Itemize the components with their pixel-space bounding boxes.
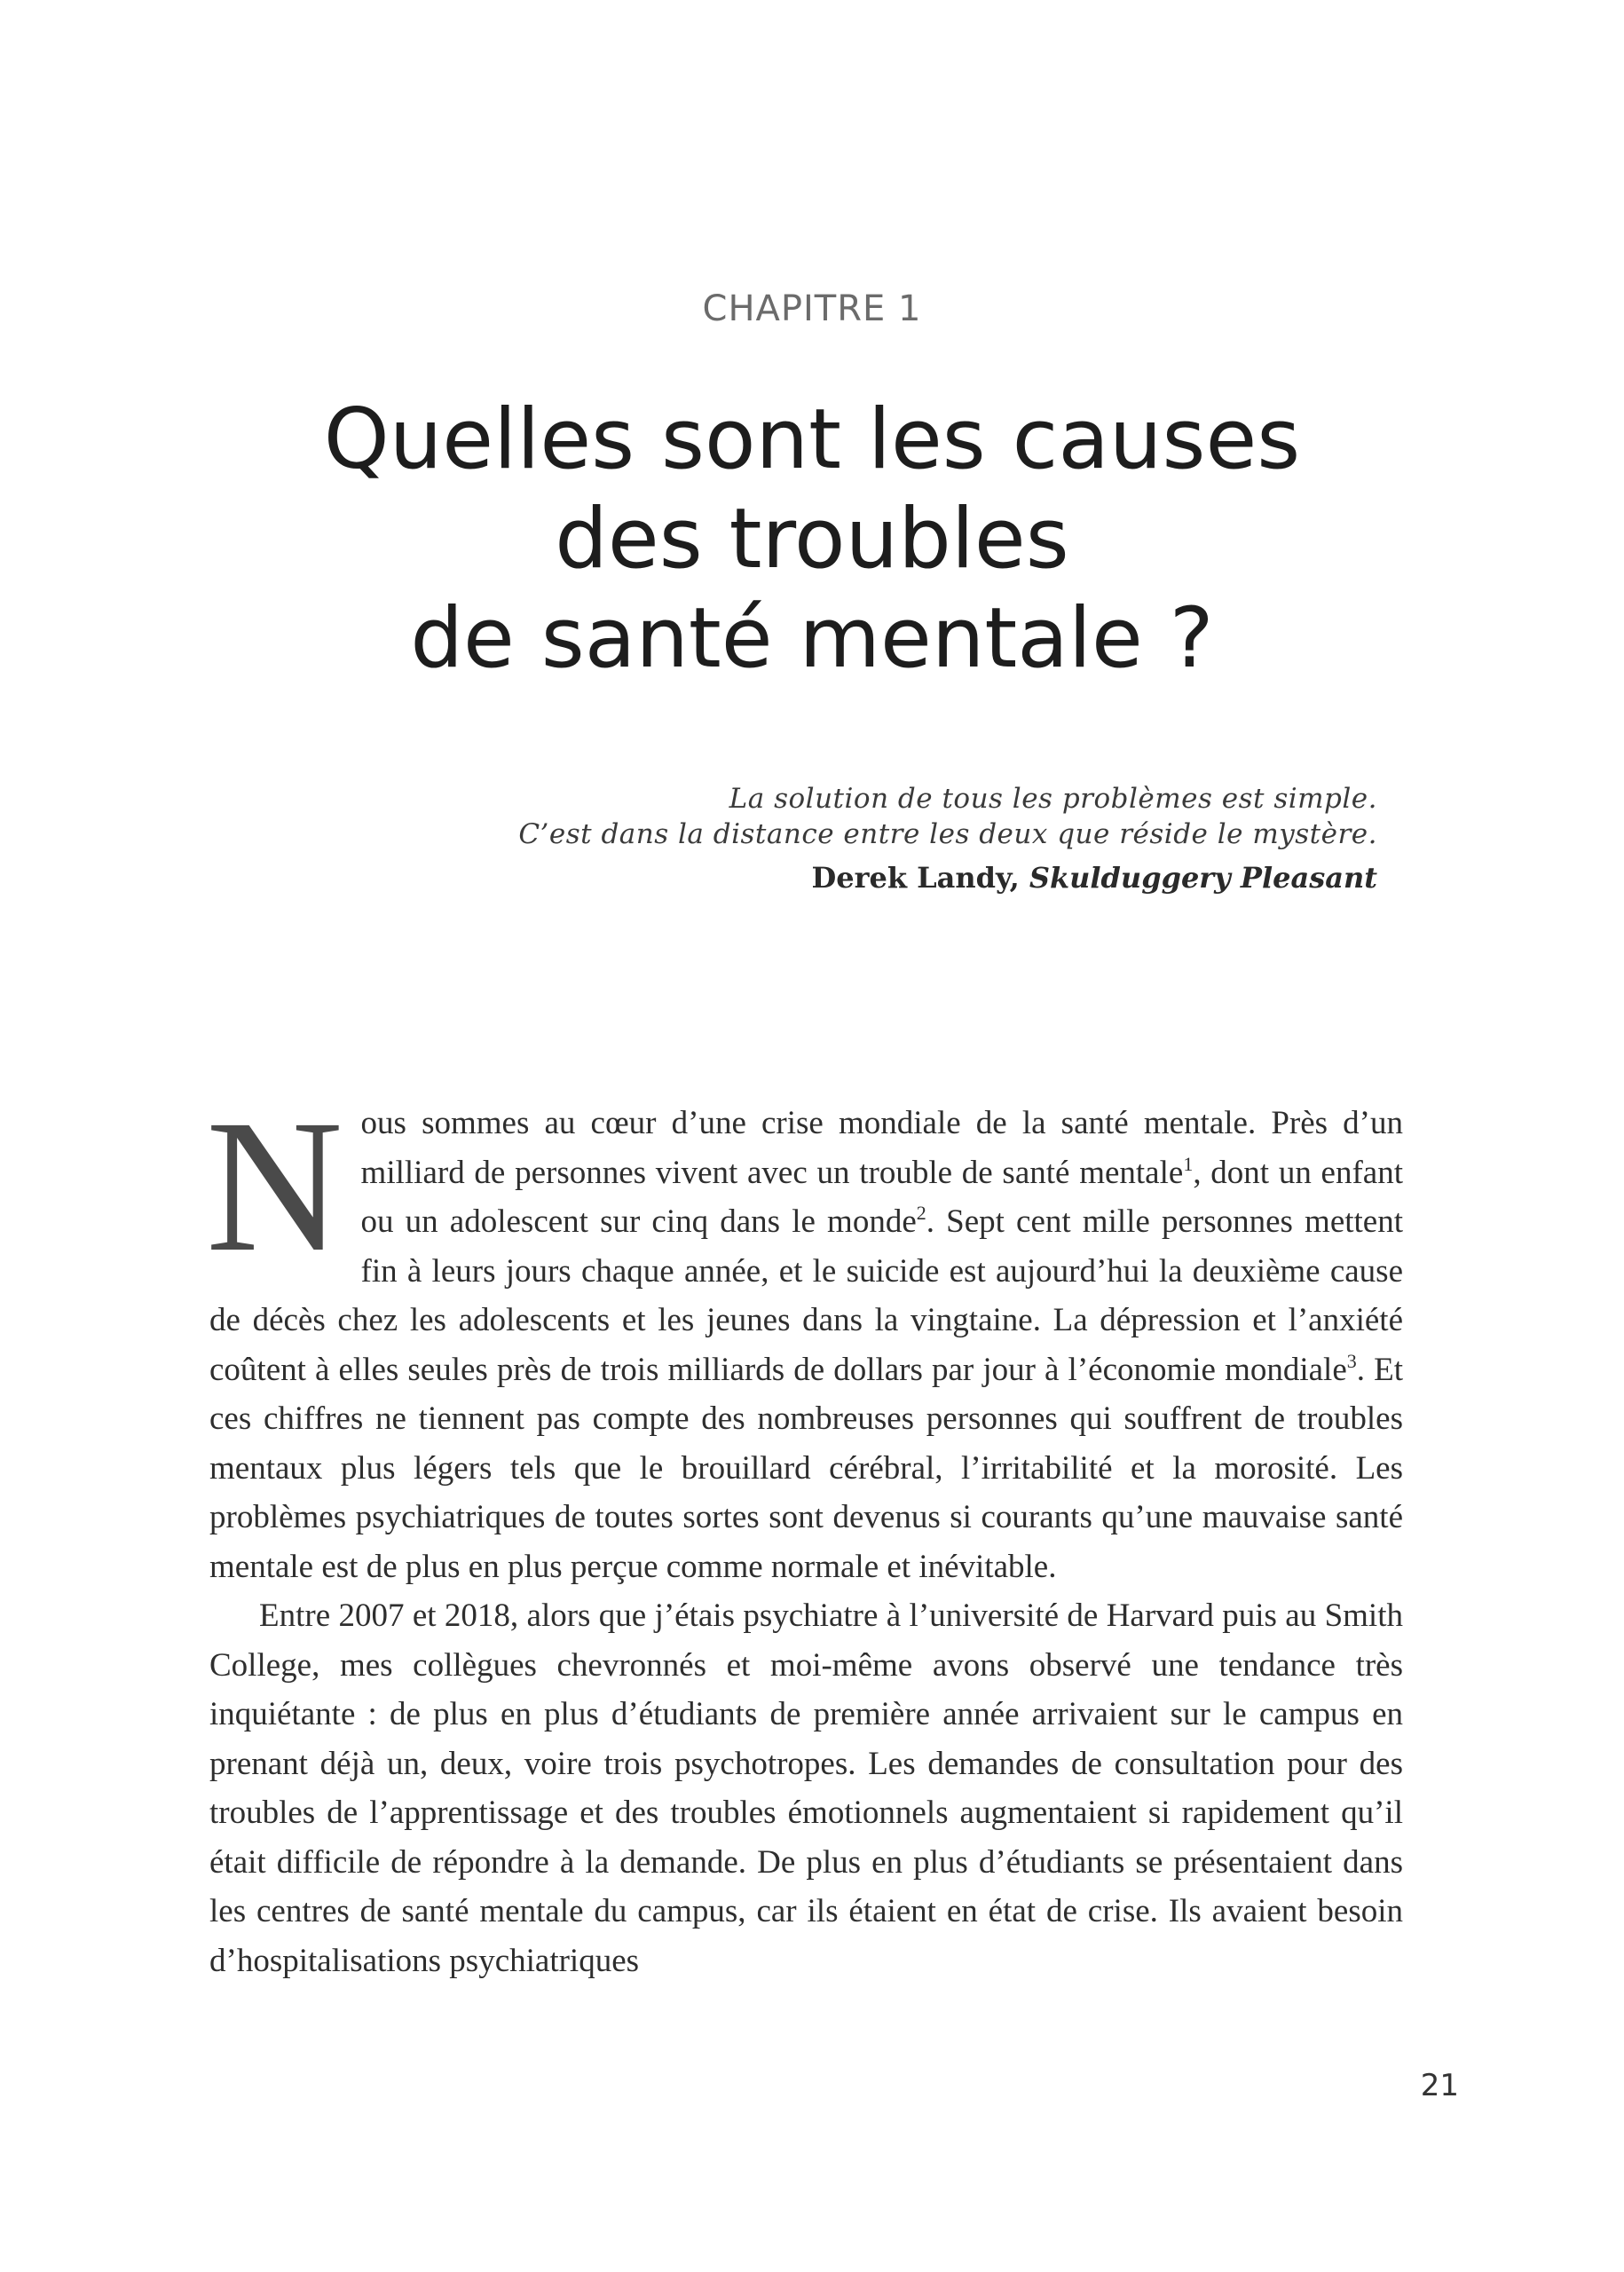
paragraph-2: Entre 2007 et 2018, alors que j’étais psychiatre à l’université de Harvard puis au Smith College, mes collègues chevronnés et moi-même avons observé une tendance très inquiétante : de plus en plus d’étudiants de première année arrivaient sur le campus en prenant déjà un, deux, voire trois psychotropes. Les demandes de consultation pour des troubles de l’apprentissage et des troubles émotionnels augmentaient si rapidement qu’il était difficile de répondre à la demande. De plus en plus d’étudiants se présentaient dans les centres de santé mentale du campus, car ils étaient en état de crise. Ils avaient besoin d’hospitalisations psychiatriques [209,1598,1403,1979]
epigraph [312,781,1377,896]
footnote-ref-3[interactable]: 3 [1346,1349,1357,1372]
paragraph-1-text-a: ous sommes au cœur d’une crise mondiale de la santé mentale. Près d’un milliard de personnes vivent avec un trouble de santé mentale [360,1105,1403,1191]
paragraph-1-text-c: . Sept cent mille personnes mettent fin à leurs jours chaque année, et le suicide est aujourd’hui la deuxième cause de décès chez les adolescents et les jeunes dans la vingtaine. La dépression et l’anxiété coûtent à elles seules près de trois milliards de dollars par jour à l’économie mondiale [209,1203,1404,1388]
chapter-title-line-1: Quelles sont les causes [323,391,1301,488]
chapter-label: CHAPITRE 1 [702,288,922,329]
epigraph-line-1: La solution de tous les problèmes est simple. [729,783,1377,815]
epigraph-attribution [312,859,1377,896]
epigraph-book-title: Skulduggery Pleasant [1029,861,1377,895]
footnote-ref-1[interactable]: 1 [1183,1152,1194,1175]
paragraph-1-text-b: , dont un enfant ou un adolescent sur cinq dans le monde [360,1154,1403,1240]
drop-cap: N [206,1081,343,1291]
chapter-title-line-3: de santé mentale ? [410,590,1214,687]
footnote-ref-2[interactable]: 2 [916,1202,926,1224]
paragraph-1 [206,1081,1404,1591]
paragraph-1-text-d: . Et ces chiffres ne tiennent pas compte des nombreuses personnes qui souffrent de troubles mentaux plus légers tels que le brouillard cérébral, l’irritabilité et la morosité. Les problèmes psychiatriques de toutes sortes sont devenus si courants qu’une mauvaise santé mentale est de plus en plus perçue comme normale et inévitable. [209,1351,1403,1585]
chapter-title [0,390,1624,689]
epigraph-author: Derek Landy, [811,861,1029,895]
epigraph-line-2: C’est dans la distance entre les deux que réside le mystère. [518,818,1377,850]
chapter-title-line-2: des troubles [555,491,1069,588]
body-text [206,1081,1404,1985]
page-number: 21 [1420,2068,1459,2103]
